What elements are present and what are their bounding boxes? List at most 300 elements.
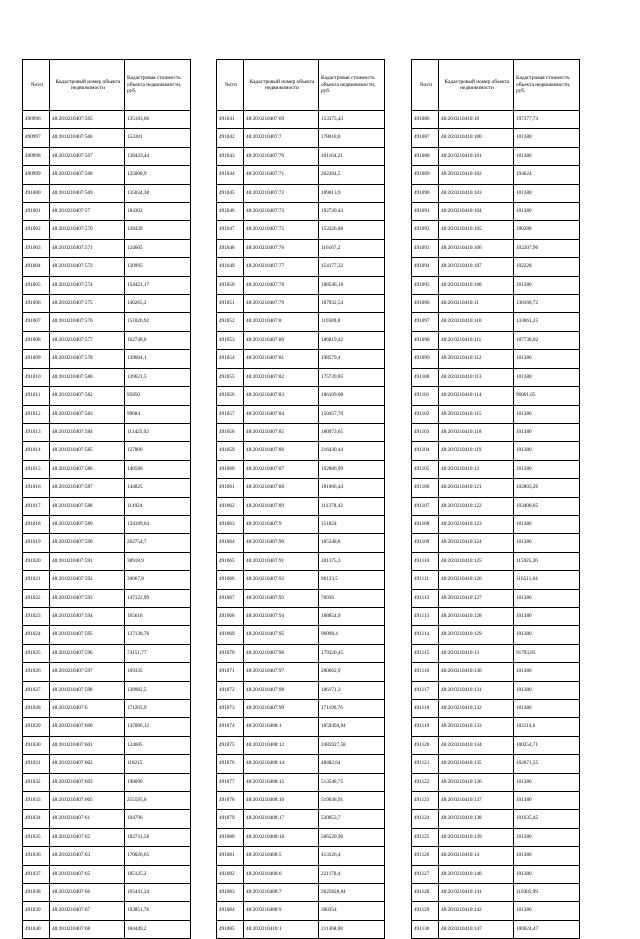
cadastral-cost: 154177,32 [319, 258, 385, 276]
row-number: 491043 [217, 147, 244, 165]
cadastral-number: 48:20:0210410:103 [439, 184, 514, 202]
cadastral-cost: 2625828,84 [319, 884, 385, 902]
table-row [217, 276, 385, 294]
cadastral-number: 48:20:0210407:98 [244, 681, 319, 699]
row-number: 491084 [217, 902, 244, 920]
table-row [23, 718, 191, 736]
cadastral-cost: 192806,99 [319, 460, 385, 478]
row-number: 491046 [217, 203, 244, 221]
cadastral-number: 48:20:0210407:577 [50, 331, 125, 349]
cadastral-number: 48:20:0210410:12 [439, 460, 514, 478]
cadastral-number: 48:20:0210407:88 [244, 479, 319, 497]
cadastral-cost: 198090 [125, 773, 191, 791]
table-row [217, 571, 385, 589]
row-number: 491028 [23, 700, 50, 718]
cadastral-cost: 170026,65 [125, 847, 191, 865]
cadastral-number: 48:20:0210407:69 [244, 111, 319, 129]
cadastral-number: 48:20:0210410:108 [439, 276, 514, 294]
table-row [217, 865, 385, 883]
row-number: 491053 [217, 331, 244, 349]
table-row [412, 810, 580, 828]
cadastral-number: 48:20:0210407:77 [244, 258, 319, 276]
table-body [217, 111, 385, 939]
cadastral-number: 48:20:0210407:65 [50, 865, 125, 883]
cadastral-cost: 101380 [514, 902, 580, 920]
table-row [217, 442, 385, 460]
table-row [217, 736, 385, 754]
cadastral-number: 48:20:0210407:580 [50, 368, 125, 386]
row-number: 491040 [23, 920, 50, 938]
cadastral-cost: 110305,99 [514, 884, 580, 902]
header-cadastral-number: Кадастровый номер объекта недвижимости [244, 60, 319, 111]
cadastral-cost: 114924 [125, 497, 191, 515]
cadastral-cost: 140265,2 [125, 295, 191, 313]
cadastral-number: 48:20:0210407:84 [244, 405, 319, 423]
table-row [217, 773, 385, 791]
cadastral-number: 48:20:0210408:12 [244, 736, 319, 754]
table-row [217, 460, 385, 478]
cadastral-number: 48:20:0210407:94 [244, 607, 319, 625]
row-number: 491047 [217, 221, 244, 239]
cadastral-number: 48:20:0210410:137 [439, 792, 514, 810]
cadastral-cost: 101380 [514, 589, 580, 607]
cadastral-number: 48:20:0210410:101 [439, 147, 514, 165]
cadastral-number: 48:20:0210407:588 [50, 497, 125, 515]
row-number: 491087 [412, 129, 439, 147]
table-row [23, 626, 191, 644]
table-row [412, 203, 580, 221]
table-row [23, 865, 191, 883]
row-number: 491013 [23, 423, 50, 441]
row-number: 491039 [23, 902, 50, 920]
cadastral-number: 48:20:0210407:62 [50, 828, 125, 846]
cadastral-number: 48:20:0210410:114 [439, 387, 514, 405]
row-number: 491007 [23, 313, 50, 331]
table-row [412, 644, 580, 662]
cadastral-cost: 124605 [125, 239, 191, 257]
cadastral-number: 48:20:0210407:585 [50, 442, 125, 460]
cadastral-number: 48:20:0210407:593 [50, 589, 125, 607]
cadastral-cost: 197377,74 [514, 111, 580, 129]
cadastral-cost: 139621,5 [125, 368, 191, 386]
cadastral-number: 48:20:0210407:600 [50, 718, 125, 736]
table-row [23, 828, 191, 846]
table-row [23, 515, 191, 533]
table-row [412, 423, 580, 441]
table-row [23, 387, 191, 405]
cadastral-cost: 175739,85 [319, 368, 385, 386]
row-number: 491083 [217, 884, 244, 902]
row-number: 491027 [23, 681, 50, 699]
table-row [412, 166, 580, 184]
row-number: 491129 [412, 902, 439, 920]
row-number: 491041 [217, 111, 244, 129]
row-number: 491035 [23, 828, 50, 846]
cadastral-number: 48:20:0210407:603 [50, 773, 125, 791]
cadastral-cost: 116511,64 [514, 571, 580, 589]
cadastral-cost: 137138,76 [125, 626, 191, 644]
cadastral-cost: 104796 [125, 810, 191, 828]
table-row [23, 497, 191, 515]
cadastral-number: 48:20:0210410:104 [439, 203, 514, 221]
header-number: №п/п [412, 60, 439, 111]
table-row [217, 884, 385, 902]
row-number: 491089 [412, 166, 439, 184]
row-number: 491057 [217, 405, 244, 423]
cadastral-number: 48:20:0210410:129 [439, 626, 514, 644]
cadastral-number: 48:20:0210407:565 [50, 111, 125, 129]
table-row [217, 515, 385, 533]
cadastral-number: 48:20:0210408:14 [244, 755, 319, 773]
row-number: 491096 [412, 295, 439, 313]
cadastral-number: 48:20:0210407:82 [244, 368, 319, 386]
cadastral-number: 48:20:0210410:131 [439, 681, 514, 699]
table-row [23, 203, 191, 221]
table-header-row [217, 60, 385, 111]
cadastral-number: 48:20:0210410:118 [439, 423, 514, 441]
cadastral-number: 48:20:0210407:90 [244, 534, 319, 552]
cadastral-cost: 101380 [514, 828, 580, 846]
cadastral-number: 48:20:0210410:115 [439, 405, 514, 423]
row-number: 491018 [23, 515, 50, 533]
table-row [23, 920, 191, 938]
row-number: 491032 [23, 773, 50, 791]
row-number: 491071 [217, 663, 244, 681]
cadastral-number: 48:20:0210410:124 [439, 534, 514, 552]
cadastral-number: 48:20:0210407:6 [50, 700, 125, 718]
cadastral-number: 48:20:0210407:89 [244, 497, 319, 515]
cadastral-cost: 2485927,58 [319, 736, 385, 754]
cadastral-cost: 96061,65 [514, 387, 580, 405]
cadastral-cost: 165441,24 [125, 884, 191, 902]
table-row [23, 755, 191, 773]
cadastral-cost: 118215 [125, 755, 191, 773]
table-row [412, 387, 580, 405]
cadastral-cost: 91793,85 [514, 644, 580, 662]
cadastral-cost: 113425,92 [125, 423, 191, 441]
cadastral-cost: 133061,25 [514, 313, 580, 331]
cadastral-number: 48:20:0210410:100 [439, 129, 514, 147]
table-row [23, 552, 191, 570]
cadastral-number: 48:20:0210407:574 [50, 276, 125, 294]
cadastral-cost: 171205,9 [125, 700, 191, 718]
cadastral-number: 48:20:0210410:127 [439, 589, 514, 607]
cadastral-number: 48:20:0210407:66 [50, 884, 125, 902]
row-number: 491098 [412, 331, 439, 349]
row-number: 491037 [23, 865, 50, 883]
row-number: 491088 [412, 147, 439, 165]
row-number: 491093 [412, 239, 439, 257]
table-row [217, 589, 385, 607]
row-number: 491100 [412, 368, 439, 386]
cadastral-cost: 201375,3 [319, 552, 385, 570]
cadastral-number: 48:20:0210407:73 [244, 203, 319, 221]
table-row [217, 755, 385, 773]
row-number: 491078 [217, 792, 244, 810]
cadastral-cost: 135183,06 [125, 111, 191, 129]
row-number: 491085 [217, 920, 244, 938]
cadastral-table-3 [411, 59, 580, 939]
row-number: 491042 [217, 129, 244, 147]
row-number: 491021 [23, 571, 50, 589]
cadastral-number: 48:20:0210410:134 [439, 736, 514, 754]
header-cadastral-cost: Кадастровая стоимость объекта недвижимости, руб. [319, 60, 385, 111]
row-number: 491108 [412, 515, 439, 533]
table-row [217, 331, 385, 349]
cadastral-number: 48:20:0210407:97 [244, 663, 319, 681]
row-number: 491065 [217, 552, 244, 570]
cadastral-cost: 134189,04 [125, 515, 191, 533]
table-row [217, 258, 385, 276]
row-number: 491121 [412, 755, 439, 773]
row-number: 491008 [23, 331, 50, 349]
cadastral-number: 48:20:0210407:598 [50, 681, 125, 699]
cadastral-number: 48:20:0210407:63 [50, 847, 125, 865]
table-row [23, 111, 191, 129]
row-number: 491091 [412, 203, 439, 221]
table-row [217, 368, 385, 386]
table-row [217, 423, 385, 441]
cadastral-cost: 221170,4 [319, 865, 385, 883]
row-number: 491014 [23, 442, 50, 460]
cadastral-cost: 96098,4 [319, 626, 385, 644]
row-number: 491061 [217, 479, 244, 497]
cadastral-cost: 169335 [125, 663, 191, 681]
row-number: 491120 [412, 736, 439, 754]
row-number: 491107 [412, 497, 439, 515]
table-row [23, 792, 191, 810]
cadastral-number: 48:20:0210407:587 [50, 479, 125, 497]
row-number: 491045 [217, 184, 244, 202]
cadastral-number: 48:20:0210407:70 [244, 147, 319, 165]
cadastral-cost: 101380 [514, 442, 580, 460]
cadastral-cost: 180973,65 [319, 423, 385, 441]
row-number: 491118 [412, 700, 439, 718]
cadastral-number: 48:20:0210407:602 [50, 755, 125, 773]
cadastral-cost: 139664,1 [125, 350, 191, 368]
cadastral-number: 48:20:0210407:86 [244, 442, 319, 460]
cadastral-cost: 188854,9 [319, 607, 385, 625]
header-number: №п/п [23, 60, 50, 111]
table-row [23, 423, 191, 441]
cadastral-number: 48:20:0210407:78 [244, 276, 319, 294]
cadastral-number: 48:20:0210407:575 [50, 295, 125, 313]
cadastral-cost: 100024,47 [514, 920, 580, 938]
cadastral-number: 48:20:0210410:119 [439, 442, 514, 460]
row-number: 491103 [412, 423, 439, 441]
cadastral-cost: 211368,08 [319, 920, 385, 938]
table-row [412, 920, 580, 938]
table-row [23, 129, 191, 147]
cadastral-number: 48:20:0210407:570 [50, 221, 125, 239]
table-row [412, 221, 580, 239]
row-number: 491117 [412, 681, 439, 699]
cadastral-number: 48:20:0210407:93 [244, 589, 319, 607]
table-row [23, 442, 191, 460]
cadastral-number: 48:20:0210407:80 [244, 331, 319, 349]
row-number: 491109 [412, 534, 439, 552]
table-row [217, 166, 385, 184]
cadastral-number: 48:20:0210410:106 [439, 239, 514, 257]
cadastral-cost: 101380 [514, 847, 580, 865]
row-number: 491062 [217, 497, 244, 515]
table-body [412, 111, 580, 939]
cadastral-number: 48:20:0210408:9 [244, 902, 319, 920]
table-row [412, 534, 580, 552]
table-row [217, 607, 385, 625]
cadastral-number: 48:20:0210410:133 [439, 718, 514, 736]
cadastral-cost: 202754,7 [125, 534, 191, 552]
row-number: 491049 [217, 258, 244, 276]
table-row [217, 847, 385, 865]
table-row [412, 276, 580, 294]
cadastral-cost: 186819,42 [319, 331, 385, 349]
cadastral-number: 48:20:0210408:16 [244, 792, 319, 810]
row-number: 491094 [412, 258, 439, 276]
cadastral-cost: 186109,08 [319, 387, 385, 405]
table-row [217, 313, 385, 331]
row-number: 491016 [23, 479, 50, 497]
row-number: 491090 [412, 184, 439, 202]
table-row [23, 405, 191, 423]
cadastral-table-2 [216, 59, 385, 939]
table-row [217, 405, 385, 423]
table-row [23, 607, 191, 625]
table-row [217, 810, 385, 828]
cadastral-number: 48:20:0210407:572 [50, 258, 125, 276]
cadastral-cost: 101380 [514, 368, 580, 386]
cadastral-cost: 101380 [514, 460, 580, 478]
cadastral-number: 48:20:0210407:567 [50, 147, 125, 165]
row-number: 491019 [23, 534, 50, 552]
table-body [23, 111, 191, 939]
table-row [412, 589, 580, 607]
table-row [412, 700, 580, 718]
cadastral-cost: 128439 [125, 221, 191, 239]
row-number: 491112 [412, 589, 439, 607]
table-row [412, 792, 580, 810]
cadastral-cost: 102207,96 [514, 239, 580, 257]
cadastral-number: 48:20:0210410:123 [439, 515, 514, 533]
cadastral-number: 48:20:0210408:18 [244, 828, 319, 846]
row-number: 491106 [412, 479, 439, 497]
cadastral-cost: 100254,71 [514, 736, 580, 754]
cadastral-cost: 101380 [514, 147, 580, 165]
row-number: 491073 [217, 700, 244, 718]
cadastral-number: 48:20:0210410:142 [439, 902, 514, 920]
cadastral-cost: 127800 [125, 442, 191, 460]
table-row [217, 534, 385, 552]
row-number: 490996 [23, 111, 50, 129]
cadastral-number: 48:20:0210410:111 [439, 331, 514, 349]
row-number: 491104 [412, 442, 439, 460]
cadastral-cost: 187932,54 [319, 295, 385, 313]
table-row [23, 700, 191, 718]
cadastral-number: 48:20:0210407:7 [244, 129, 319, 147]
cadastral-cost: 107738,02 [514, 331, 580, 349]
cadastral-cost: 103408,65 [514, 497, 580, 515]
table-row [23, 239, 191, 257]
row-number: 491097 [412, 313, 439, 331]
cadastral-cost: 101380 [514, 626, 580, 644]
table-row [217, 203, 385, 221]
cadastral-number: 48:20:0210407:595 [50, 626, 125, 644]
cadastral-cost: 179320,45 [319, 644, 385, 662]
table-row [412, 111, 580, 129]
row-number: 491066 [217, 571, 244, 589]
table-row [412, 368, 580, 386]
row-number: 491101 [412, 387, 439, 405]
table-row [412, 552, 580, 570]
cadastral-cost: 184302 [125, 203, 191, 221]
cadastral-cost: 38918,9 [125, 552, 191, 570]
row-number: 491009 [23, 350, 50, 368]
row-number: 491079 [217, 810, 244, 828]
row-number: 490998 [23, 147, 50, 165]
row-number: 491067 [217, 589, 244, 607]
cadastral-number: 48:20:0210408:1 [244, 718, 319, 736]
row-number: 491113 [412, 607, 439, 625]
cadastral-number: 48:20:0210408:17 [244, 810, 319, 828]
cadastral-number: 48:20:0210410:102 [439, 166, 514, 184]
cadastral-cost: 101380 [514, 184, 580, 202]
cadastral-cost: 182731,58 [125, 828, 191, 846]
table-row [23, 681, 191, 699]
table-row [412, 147, 580, 165]
cadastral-number: 48:20:0210407:605 [50, 792, 125, 810]
table-row [217, 700, 385, 718]
cadastral-cost: 101635,45 [514, 810, 580, 828]
header-cadastral-cost: Кадастровая стоимость объекта недвижимости, руб. [125, 60, 191, 111]
row-number: 491092 [412, 221, 439, 239]
row-number: 491074 [217, 718, 244, 736]
table-header-row [412, 60, 580, 111]
table-row [23, 644, 191, 662]
cadastral-cost: 189013,9 [319, 184, 385, 202]
table-row [23, 350, 191, 368]
cadastral-cost: 280062,9 [319, 663, 385, 681]
table-row [23, 479, 191, 497]
cadastral-cost: 198579,4 [319, 350, 385, 368]
cadastral-cost: 101380 [514, 792, 580, 810]
cadastral-number: 48:20:0210407:576 [50, 313, 125, 331]
row-number: 491052 [217, 313, 244, 331]
cadastral-cost: 101380 [514, 515, 580, 533]
table-row [412, 239, 580, 257]
cadastral-number: 48:20:0210407:571 [50, 239, 125, 257]
table-row [412, 681, 580, 699]
cadastral-cost: 202264,5 [319, 166, 385, 184]
cadastral-cost: 102114,6 [514, 718, 580, 736]
cadastral-number: 48:20:0210407:81 [244, 350, 319, 368]
cadastral-cost: 101380 [514, 203, 580, 221]
table-row [217, 828, 385, 846]
row-number: 491054 [217, 350, 244, 368]
row-number: 491036 [23, 847, 50, 865]
table-row [217, 681, 385, 699]
cadastral-cost: 135034,38 [125, 184, 191, 202]
row-number: 491033 [23, 792, 50, 810]
cadastral-cost: 119589,8 [319, 313, 385, 331]
cadastral-cost: 520053,7 [319, 810, 385, 828]
cadastral-number: 48:20:0210407:9 [244, 515, 319, 533]
table-row [23, 221, 191, 239]
table-row [23, 331, 191, 349]
cadastral-number: 48:20:0210407:57 [50, 203, 125, 221]
cadastral-cost: 96133,5 [319, 571, 385, 589]
cadastral-cost: 1859494,84 [319, 718, 385, 736]
cadastral-number: 48:20:0210407:583 [50, 405, 125, 423]
